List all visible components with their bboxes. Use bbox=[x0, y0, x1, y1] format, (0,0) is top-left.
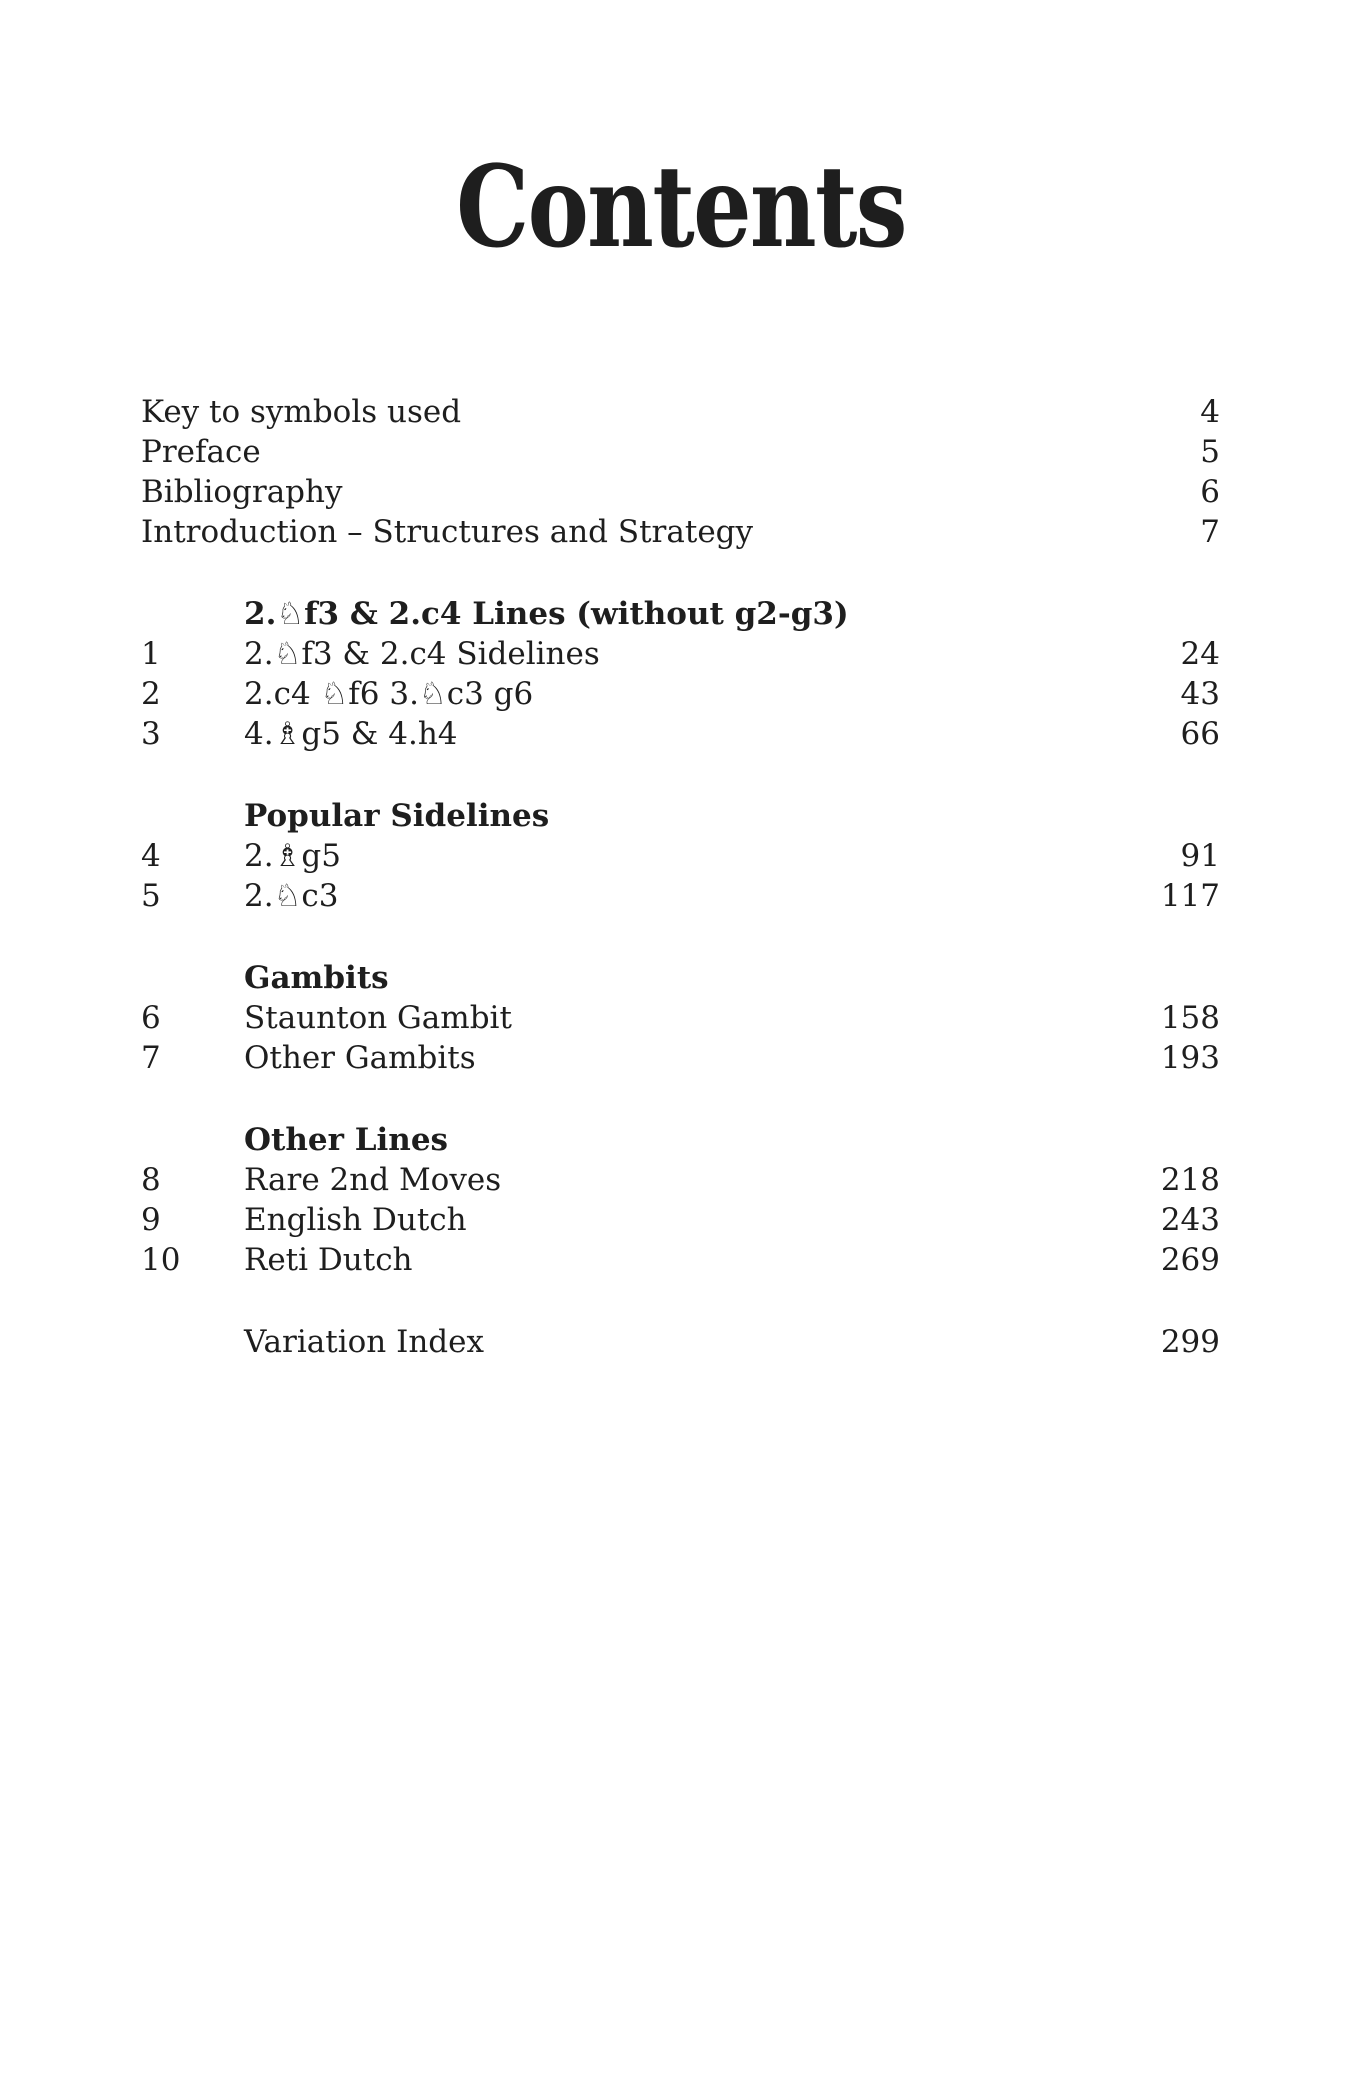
chapter-number: 5 bbox=[141, 878, 161, 914]
toc-entry-title: Preface bbox=[141, 434, 261, 470]
chapter-number: 8 bbox=[141, 1162, 161, 1198]
section-heading-row bbox=[141, 958, 1220, 998]
section-heading: Popular Sidelines bbox=[244, 798, 550, 834]
toc-section bbox=[141, 594, 1220, 754]
toc-entry-page-number: 5 bbox=[1200, 434, 1220, 470]
toc-entry bbox=[141, 674, 1220, 714]
toc-entry-page-number: 158 bbox=[1160, 1000, 1220, 1036]
toc-entry-title: Variation Index bbox=[244, 1324, 484, 1360]
toc-entry-page-number: 91 bbox=[1180, 838, 1220, 874]
toc-entry bbox=[141, 472, 1220, 512]
toc-entry-title: Introduction – Structures and Strategy bbox=[141, 514, 754, 550]
toc-entry bbox=[141, 714, 1220, 754]
toc-entry bbox=[141, 1322, 1220, 1362]
section-heading: 2.♘f3 & 2.c4 Lines (without g2-g3) bbox=[244, 596, 849, 632]
sections-list bbox=[141, 594, 1220, 1280]
section-heading: Other Lines bbox=[244, 1122, 448, 1158]
section-heading: Gambits bbox=[244, 960, 389, 996]
toc-entry bbox=[141, 432, 1220, 472]
toc-entry bbox=[141, 1038, 1220, 1078]
toc-entry-page-number: 243 bbox=[1160, 1202, 1220, 1238]
toc-entry-page-number: 218 bbox=[1160, 1162, 1220, 1198]
toc-entry bbox=[141, 512, 1220, 552]
section-heading-row bbox=[141, 1120, 1220, 1160]
toc-entry-title: Reti Dutch bbox=[244, 1242, 413, 1278]
toc-entry bbox=[141, 836, 1220, 876]
toc-entry-title: Rare 2nd Moves bbox=[244, 1162, 502, 1198]
chapter-number: 9 bbox=[141, 1202, 161, 1238]
toc-entry-title: 2.c4 ♘f6 3.♘c3 g6 bbox=[244, 676, 534, 712]
toc-entry-title: Other Gambits bbox=[244, 1040, 476, 1076]
chapter-number: 6 bbox=[141, 1000, 161, 1036]
toc-section bbox=[141, 796, 1220, 916]
toc-entry-page-number: 269 bbox=[1160, 1242, 1220, 1278]
toc-entry bbox=[141, 998, 1220, 1038]
section-heading-row bbox=[141, 594, 1220, 634]
toc-entry-title: 2.♗g5 bbox=[244, 838, 341, 874]
section-heading-row bbox=[141, 796, 1220, 836]
chapter-number: 2 bbox=[141, 676, 161, 712]
toc-entry-page-number: 117 bbox=[1160, 878, 1220, 914]
chapter-number: 7 bbox=[141, 1040, 161, 1076]
page-title: Contents bbox=[456, 142, 906, 273]
toc-entry-title: English Dutch bbox=[244, 1202, 467, 1238]
toc-entry bbox=[141, 634, 1220, 674]
toc-entry-page-number: 66 bbox=[1180, 716, 1220, 752]
toc-entry-page-number: 24 bbox=[1180, 636, 1220, 672]
toc-section bbox=[141, 958, 1220, 1078]
toc-entry-title: Bibliography bbox=[141, 474, 343, 510]
toc-entry bbox=[141, 876, 1220, 916]
toc-entry-title: Staunton Gambit bbox=[244, 1000, 512, 1036]
toc-entry bbox=[141, 1200, 1220, 1240]
toc-entry-title: 2.♘c3 bbox=[244, 878, 339, 914]
toc-entry-title: 2.♘f3 & 2.c4 Sidelines bbox=[244, 636, 600, 672]
toc-entry-page-number: 299 bbox=[1160, 1324, 1220, 1360]
toc-entry bbox=[141, 392, 1220, 432]
contents-page bbox=[0, 142, 1362, 2089]
toc-entry-page-number: 43 bbox=[1180, 676, 1220, 712]
chapter-number: 10 bbox=[141, 1242, 181, 1278]
front-matter-list bbox=[141, 392, 1220, 552]
back-matter-list bbox=[141, 1322, 1220, 1362]
toc-entry bbox=[141, 1240, 1220, 1280]
toc-entry bbox=[141, 1160, 1220, 1200]
toc-entry-page-number: 6 bbox=[1200, 474, 1220, 510]
chapter-number: 3 bbox=[141, 716, 161, 752]
toc-entry-page-number: 7 bbox=[1200, 514, 1220, 550]
toc-entry-page-number: 193 bbox=[1160, 1040, 1220, 1076]
chapter-number: 4 bbox=[141, 838, 161, 874]
chapter-number: 1 bbox=[141, 636, 161, 672]
toc-entry-page-number: 4 bbox=[1200, 394, 1220, 430]
toc-section bbox=[141, 1120, 1220, 1280]
toc-entry-title: Key to symbols used bbox=[141, 394, 462, 430]
toc-entry-title: 4.♗g5 & 4.h4 bbox=[244, 716, 458, 752]
table-of-contents bbox=[141, 392, 1220, 1362]
